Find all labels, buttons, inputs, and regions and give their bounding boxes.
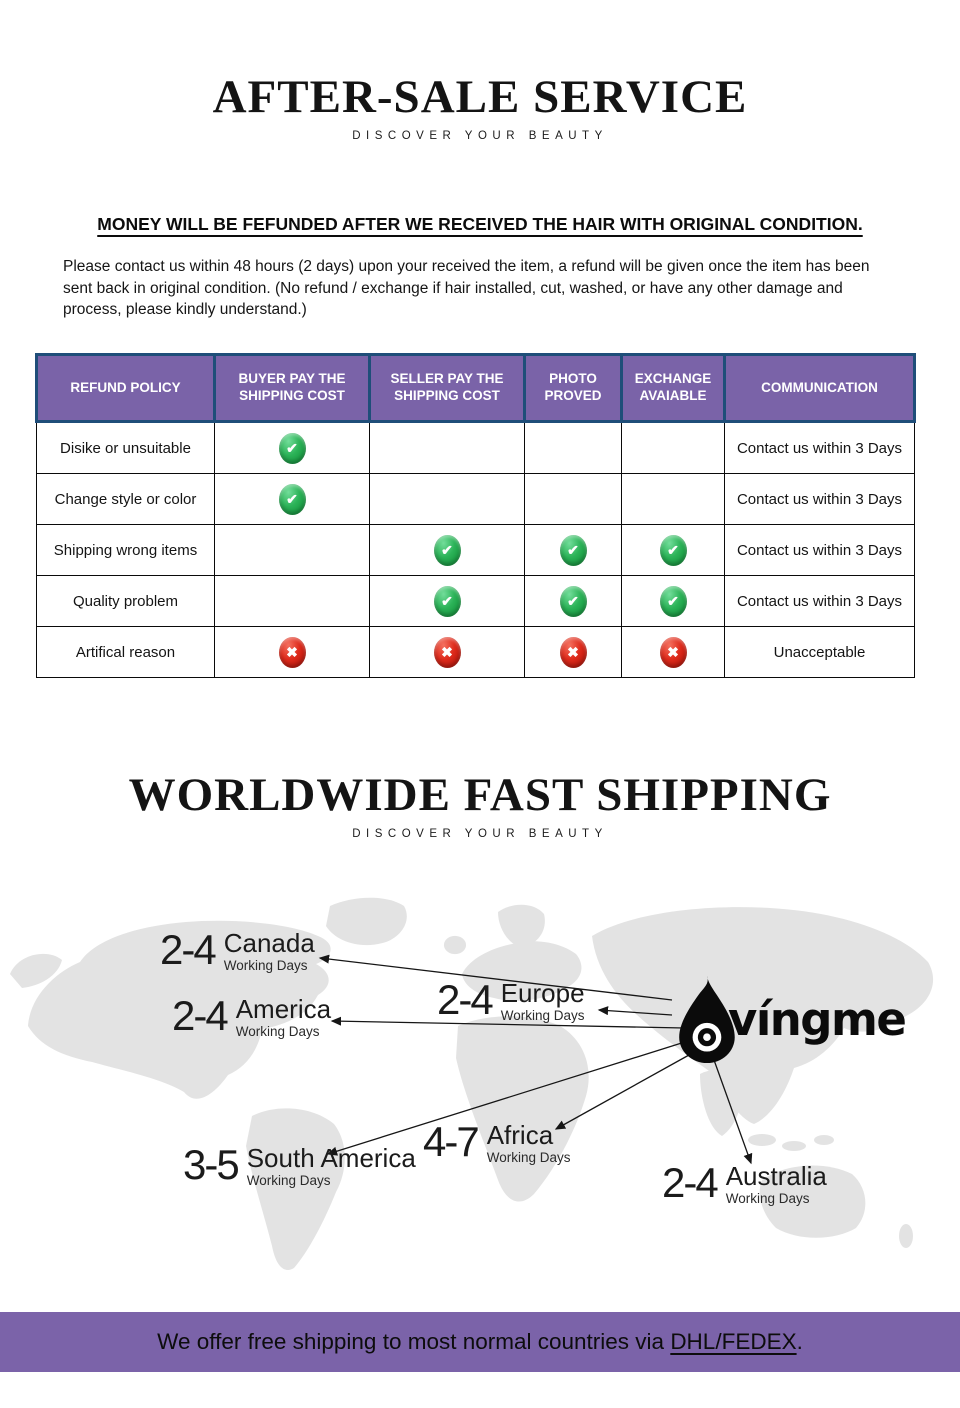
check-icon: ✔ xyxy=(279,433,306,464)
check-icon: ✔ xyxy=(660,535,687,566)
after-sale-subtitle: DISCOVER YOUR BEAUTY xyxy=(352,130,608,142)
check-icon: ✔ xyxy=(660,586,687,617)
check-icon: ✔ xyxy=(434,535,461,566)
refund-headline: MONEY WILL BE FEFUNDED AFTER WE RECEIVED THE HAIR WITH ORIGINAL CONDITION. xyxy=(97,214,863,234)
refund-table-body xyxy=(37,422,915,678)
shipping-title: WORLDWIDE FAST SHIPPING xyxy=(128,769,832,821)
empty-cell xyxy=(622,422,725,474)
cross-icon: ✖ xyxy=(434,637,461,668)
name-europe: Europe xyxy=(500,978,585,1008)
check-cell xyxy=(525,576,622,627)
shipping-subtitle: DISCOVER YOUR BEAUTY xyxy=(352,828,608,840)
name-australia: Australia xyxy=(725,1161,827,1191)
destination-australia xyxy=(662,1159,827,1206)
empty-cell xyxy=(525,474,622,525)
after-sale-header xyxy=(0,71,960,142)
name-africa: Africa xyxy=(486,1120,554,1150)
days-canada: 2-4 xyxy=(160,926,215,973)
header-photo-proved: PHOTO PROVED xyxy=(525,355,622,422)
shipping-map xyxy=(0,878,960,1280)
unit-south-america: Working Days xyxy=(246,1172,331,1188)
days-australia: 2-4 xyxy=(662,1159,717,1206)
empty-cell xyxy=(215,525,370,576)
check-icon: ✔ xyxy=(560,535,587,566)
check-cell xyxy=(215,474,370,525)
brand-logo xyxy=(674,974,905,1064)
free-shipping-banner xyxy=(0,1312,960,1372)
after-sale-title: AFTER-SALE SERVICE xyxy=(212,71,748,123)
shipping-routes xyxy=(0,878,960,1280)
cross-icon: ✖ xyxy=(560,637,587,668)
days-south-america: 3-5 xyxy=(183,1141,238,1188)
empty-cell xyxy=(370,474,525,525)
empty-cell xyxy=(370,422,525,474)
table-row xyxy=(37,422,915,474)
check-icon: ✔ xyxy=(279,484,306,515)
refund-policy-table xyxy=(35,353,916,678)
days-europe: 2-4 xyxy=(437,976,492,1023)
unit-africa: Working Days xyxy=(486,1149,571,1165)
check-icon: ✔ xyxy=(560,586,587,617)
cross-cell xyxy=(215,627,370,678)
name-canada: Canada xyxy=(223,928,315,958)
name-america: America xyxy=(235,994,332,1024)
cross-cell xyxy=(370,627,525,678)
policy-label: Artifical reason xyxy=(37,627,215,678)
communication-cell: Contact us within 3 Days xyxy=(725,576,915,627)
table-row xyxy=(37,474,915,525)
communication-cell: Contact us within 3 Days xyxy=(725,422,915,474)
destination-south-america xyxy=(183,1141,416,1188)
table-row xyxy=(37,576,915,627)
cross-cell xyxy=(525,627,622,678)
name-south-america: South America xyxy=(246,1143,416,1173)
check-cell xyxy=(622,576,725,627)
footer-carrier: DHL/FEDEX xyxy=(670,1329,797,1354)
policy-label: Shipping wrong items xyxy=(37,525,215,576)
refund-paragraph: Please contact us within 48 hours (2 days) upon your received the item, a refund will be given once the item has been sent back in original condition. (No refund / exchange if hair installed, cut, washed, or have any other damage and process, please kindly understand.) xyxy=(63,258,870,318)
brand-logo-text: víngme xyxy=(728,992,906,1046)
empty-cell xyxy=(215,576,370,627)
cross-cell xyxy=(622,627,725,678)
footer-suffix: . xyxy=(796,1329,803,1354)
footer-text xyxy=(157,1329,803,1355)
unit-america: Working Days xyxy=(235,1023,320,1039)
days-africa: 4-7 xyxy=(423,1118,478,1165)
shipping-header xyxy=(0,769,960,840)
empty-cell xyxy=(525,422,622,474)
table-row xyxy=(37,525,915,576)
header-buyer-pay: BUYER PAY THE SHIPPING COST xyxy=(215,355,370,422)
check-cell xyxy=(370,525,525,576)
cross-icon: ✖ xyxy=(660,637,687,668)
unit-australia: Working Days xyxy=(725,1190,810,1206)
check-cell xyxy=(622,525,725,576)
communication-cell: Unacceptable xyxy=(725,627,915,678)
destination-america xyxy=(172,992,332,1039)
check-icon: ✔ xyxy=(434,586,461,617)
destination-africa xyxy=(423,1118,571,1165)
check-cell xyxy=(370,576,525,627)
refund-table-head xyxy=(37,355,915,422)
check-cell xyxy=(525,525,622,576)
cross-icon: ✖ xyxy=(279,637,306,668)
footer-prefix: We offer free shipping to most normal countries via xyxy=(157,1329,671,1354)
empty-cell xyxy=(622,474,725,525)
check-cell xyxy=(215,422,370,474)
route-europe xyxy=(599,1010,672,1015)
route-australia xyxy=(714,1060,751,1163)
header-seller-pay: SELLER PAY THE SHIPPING COST xyxy=(370,355,525,422)
days-america: 2-4 xyxy=(172,992,227,1039)
communication-cell: Contact us within 3 Days xyxy=(725,474,915,525)
policy-label: Quality problem xyxy=(37,576,215,627)
policy-label: Disike or unsuitable xyxy=(37,422,215,474)
communication-cell: Contact us within 3 Days xyxy=(725,525,915,576)
header-refund-policy: REFUND POLICY xyxy=(37,355,215,422)
header-exchange: EXCHANGE AVAIABLE xyxy=(622,355,725,422)
unit-canada: Working Days xyxy=(223,957,308,973)
unit-europe: Working Days xyxy=(500,1007,585,1023)
table-row xyxy=(37,627,915,678)
destination-canada xyxy=(160,926,315,973)
policy-label: Change style or color xyxy=(37,474,215,525)
header-communication: COMMUNICATION xyxy=(725,355,915,422)
destination-europe xyxy=(437,976,585,1023)
